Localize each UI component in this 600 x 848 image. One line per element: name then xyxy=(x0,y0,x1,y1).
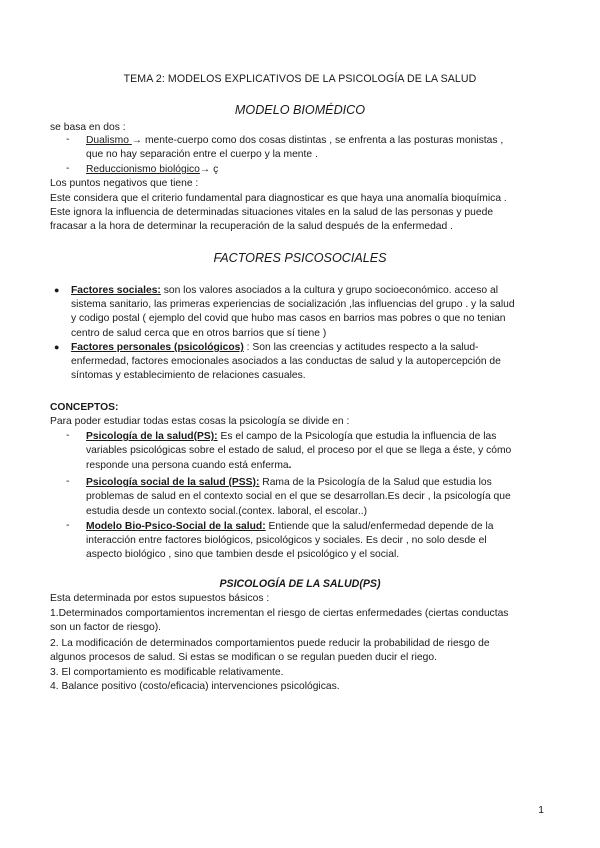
concept-psicologia-social xyxy=(86,476,492,489)
list-item-continuation: que no hay separación entre el cuerpo y la mente . xyxy=(86,149,318,160)
paragraph-line: algunos procesos de salud. Si estas se modifican o se regulan pueden ducir el riego. xyxy=(50,652,437,663)
dash-marker: - xyxy=(66,430,70,441)
concept-text: responde una persona cuando está enferma xyxy=(86,460,289,471)
dash-marker: - xyxy=(66,520,70,531)
bullet-continuation: y codigo postal ( ejemplo del covid que hubo mas casos en barrios mas pobres o que no tenian xyxy=(71,313,506,324)
concept-modelo-bio-psico-social xyxy=(86,520,494,533)
intro-text: se basa en dos : xyxy=(50,122,126,133)
item-text: ç xyxy=(210,164,219,175)
bullet-icon: ● xyxy=(54,342,60,352)
paragraph-line: Este ignora la influencia de determinadas situaciones vitales en la salud de las personas y puede xyxy=(50,207,494,218)
term-dualismo: Dualismo xyxy=(86,135,132,146)
concept-continuation xyxy=(86,459,292,472)
arrow-icon: → xyxy=(131,135,143,146)
term-psicologia-social: Psicología social de la salud (PSS): xyxy=(86,477,260,488)
concept-continuation: aspecto biológico , sino que tambien desde el psicológico y el social. xyxy=(86,549,400,560)
document-title: TEMA 2: MODELOS EXPLICATIVOS DE LA PSICOLOGÍA DE LA SALUD xyxy=(123,73,477,85)
paragraph-line: fracasar a la hora de determinar la recuperación de la salud después de la enfermedad . xyxy=(50,221,453,232)
section-heading-modelo-biomedico: MODELO BIOMÉDICO xyxy=(234,103,366,117)
term-reduccionismo: Reduccionismo biológico xyxy=(86,164,200,175)
item-text: mente-cuerpo como dos cosas distintas , se enfrenta a las posturas monistas , xyxy=(142,135,504,146)
bullet-factores-personales xyxy=(71,341,478,354)
bullet-continuation: síntomas y establecimiento de relaciones casuales. xyxy=(71,370,306,381)
term-factores-sociales: Factores sociales: xyxy=(71,285,161,296)
bullet-continuation: sistema sanitario, las primeras experiencias de socialización ,las influencias del grupo . y la salud xyxy=(71,299,515,310)
bullet-continuation: enfermedad, factores emocionales asociados a las conductas de salud y la autopercepción de xyxy=(71,356,501,367)
paragraph-line: Este considera que el criterio fundamental para diagnosticar es que haya una anomalía bioquímica . xyxy=(50,193,507,204)
concept-tail: . xyxy=(288,460,292,471)
bullet-text: : Son las creencias y actitudes respecto a la salud- xyxy=(243,342,479,353)
term-psicologia-salud: Psicología de la salud(PS): xyxy=(86,431,218,442)
term-factores-personales: Factores personales (psicológicos) xyxy=(71,342,244,353)
conceptos-intro: Para poder estudiar todas estas cosas la psicología se divide en : xyxy=(50,416,350,427)
section-heading-factores: FACTORES PSICOSOCIALES xyxy=(213,251,387,265)
concept-continuation: variables psicológicas sobre el estado de salud, el proceso por el que se llega a éste, y cómo xyxy=(86,445,512,456)
arrow-icon: → xyxy=(199,164,211,175)
list-item-reduccionismo xyxy=(86,163,218,176)
section-heading-psicologia-salud: PSICOLOGÍA DE LA SALUD(PS) xyxy=(219,578,381,590)
bullet-text: son los valores asociados a la cultura y grupo socioeconómico. acceso al xyxy=(160,285,498,296)
concept-text: Entiende que la salud/enfermedad depende de la xyxy=(265,521,494,532)
bullet-continuation: centro de salud cerca que en otros barrios que sí tiene ) xyxy=(71,328,327,339)
concept-text: Rama de la Psicología de la Salud que estudia los xyxy=(259,477,492,488)
bullet-factores-sociales xyxy=(71,284,498,297)
paragraph-line: 2. La modificación de determinados comportamientos puede reducir la probabilidad de riesgo de xyxy=(50,638,490,649)
paragraph-line: son un factor de riesgo). xyxy=(50,622,162,633)
paragraph-line: 3. El comportamiento es modificable relativamente. xyxy=(50,667,284,678)
paragraph-line: Esta determinada por estos supuestos básicos : xyxy=(50,593,270,604)
paragraph-line: 1.Determinados comportamientos incrementan el riesgo de ciertas enfermedades (ciertas conductas xyxy=(50,608,509,619)
page-number: 1 xyxy=(538,805,544,816)
concept-continuation: estudia desde un contexto social.(contex. laboral, el escolar..) xyxy=(86,506,368,517)
concept-text: Es el campo de la Psicología que estudia la influencia de las xyxy=(217,431,497,442)
paragraph-line: 4. Balance positivo (costo/eficacia) intervenciones psicológicas. xyxy=(50,681,340,692)
negatives-intro: Los puntos negativos que tiene : xyxy=(50,178,199,189)
dash-marker: - xyxy=(66,163,70,174)
dash-marker: - xyxy=(66,476,70,487)
dash-marker: - xyxy=(66,134,70,145)
term-modelo-bio-psico-social: Modelo Bio-Psico-Social de la salud: xyxy=(86,521,266,532)
section-heading-conceptos: CONCEPTOS: xyxy=(50,402,119,413)
concept-continuation: problemas de salud en el contexto social en el que se desarrollan.Es decir , la psicología que xyxy=(86,491,511,502)
list-item-dualismo xyxy=(86,134,503,147)
concept-continuation: interacción entre factores biológicos, psicológicos y sociales. Es decir , no solo desde el xyxy=(86,535,487,546)
bullet-icon: ● xyxy=(54,285,60,295)
concept-psicologia-salud xyxy=(86,430,496,443)
